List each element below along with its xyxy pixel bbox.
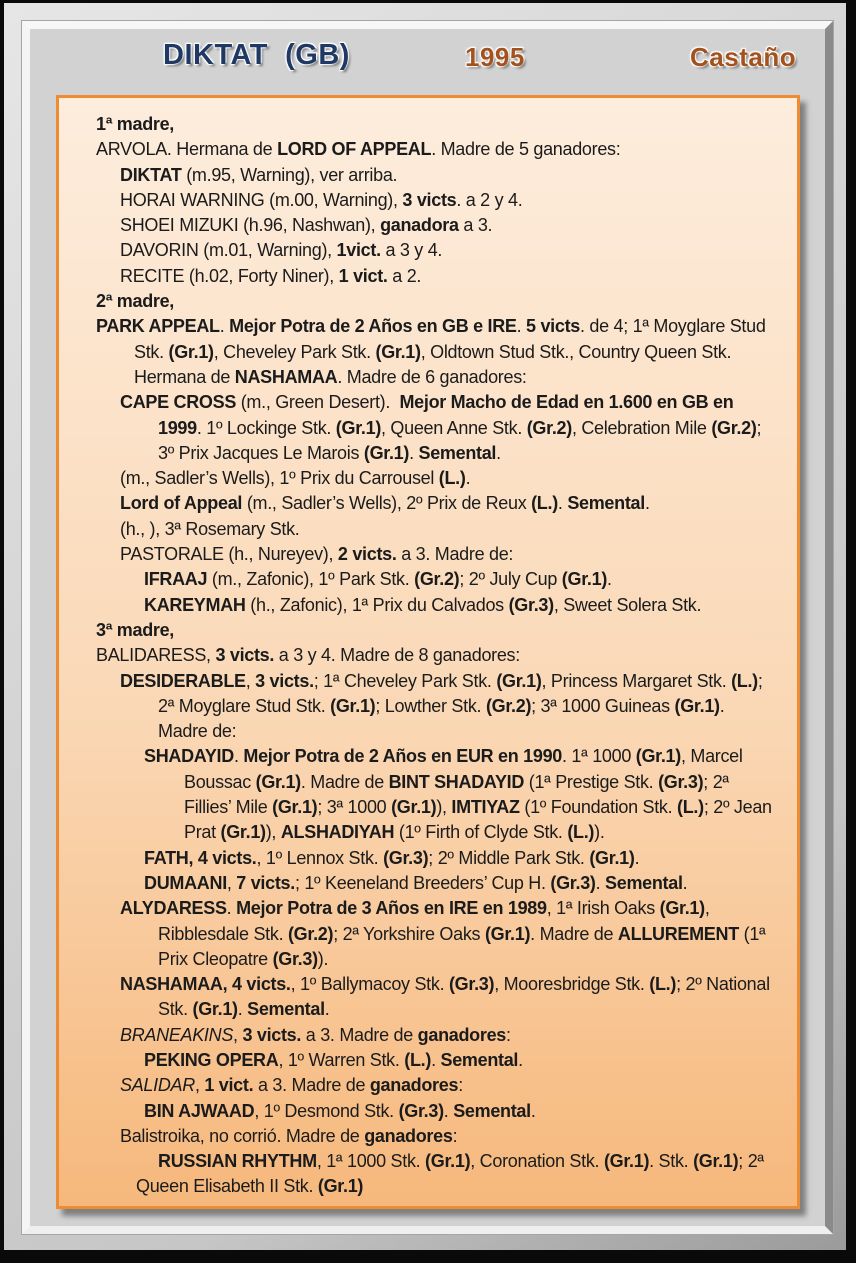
pedigree-run: SHADAYID xyxy=(144,746,234,767)
pedigree-run: ; 1ª Cheveley Park Stk. xyxy=(313,670,497,691)
pedigree-run: (Gr.1) xyxy=(168,341,214,362)
pedigree-line xyxy=(96,517,773,542)
pedigree-run: PARK APPEAL xyxy=(96,316,220,337)
pedigree-run: Semental xyxy=(605,872,683,893)
pedigree-line xyxy=(96,289,773,314)
pedigree-run: (Gr.1) xyxy=(391,797,437,818)
pedigree-run: , 1º Lennox Stk. xyxy=(256,847,384,868)
pedigree-run: ganadores xyxy=(369,1075,459,1096)
pedigree-run: ; 2º National Stk. xyxy=(158,974,770,1020)
pedigree-run: . 1ª 1000 xyxy=(562,746,636,767)
pedigree-run: , Ribblesdale Stk. xyxy=(158,898,710,944)
pedigree-run: 2 victs. xyxy=(337,544,397,565)
pedigree-run: Lord of Appeal xyxy=(120,493,243,514)
pedigree-run: Balistroika, no corrió. Madre de xyxy=(120,1125,365,1146)
pedigree-run: 5 victs xyxy=(526,316,580,337)
pedigree-run: ; 2º Middle Park Stk. xyxy=(428,847,590,868)
pedigree-run: CAPE CROSS xyxy=(120,392,237,413)
pedigree-line xyxy=(96,744,773,845)
pedigree-run: IFRAAJ xyxy=(144,569,208,590)
frame-bevel xyxy=(4,3,846,1250)
pedigree-line xyxy=(96,238,773,263)
pedigree-run: (Gr.1) xyxy=(603,1151,650,1172)
pedigree-line xyxy=(96,314,773,390)
pedigree-run: (Gr.1) xyxy=(220,822,266,843)
pedigree-panel xyxy=(56,95,800,1209)
pedigree-run: (Gr.1) xyxy=(375,341,421,362)
pedigree-run: , 1º Desmond Stk. xyxy=(254,1100,399,1121)
pedigree-run: (Gr.3) xyxy=(508,594,554,615)
pedigree-run: (Gr.1) xyxy=(363,442,410,463)
pedigree-run: ALYDARESS xyxy=(120,898,227,919)
pedigree-run: Semental xyxy=(440,1049,519,1070)
pedigree-line xyxy=(96,972,773,1023)
pedigree-run: IMTIYAZ xyxy=(451,797,520,818)
pedigree-run: (Gr.1) xyxy=(674,695,720,716)
pedigree-run: . xyxy=(634,847,640,868)
pedigree-run: ; 1º Keeneland Breeders’ Cup H. xyxy=(294,872,551,893)
pedigree-run: (m., Zafonic), 1º Park Stk. xyxy=(207,569,415,590)
pedigree-run: (Gr.3) xyxy=(448,974,495,995)
pedigree-line xyxy=(96,188,773,213)
pedigree-run: (m., Sadler’s Wells), 2º Prix de Reux xyxy=(242,493,532,514)
pedigree-run: (Gr.3) xyxy=(272,948,318,969)
pedigree-run: 3 victs. xyxy=(242,1024,302,1045)
pedigree-run: (Gr.2) xyxy=(711,417,757,438)
pedigree-run: (Gr.2) xyxy=(526,417,572,438)
pedigree-run: FATH, 4 victs. xyxy=(144,847,257,868)
pedigree-run: . xyxy=(237,999,248,1020)
pedigree-run: (h., Zafonic), 1ª Prix du Calvados xyxy=(245,594,509,615)
pedigree-line xyxy=(96,163,773,188)
pedigree-run: . xyxy=(443,1100,454,1121)
pedigree-run: NASHAMAA, 4 victs. xyxy=(120,974,291,995)
pedigree-run: (L.) xyxy=(531,493,558,514)
pedigree-run: . xyxy=(607,569,612,590)
pedigree-run: 3 victs. xyxy=(215,645,275,666)
pedigree-line xyxy=(96,896,773,972)
pedigree-run: . Madre de 6 ganadores: xyxy=(337,366,527,387)
pedigree-run: : xyxy=(452,1125,458,1146)
pedigree-run: Mejor Potra de 3 Años en IRE en 1989 xyxy=(236,898,547,919)
pedigree-run: ARVOLA. Hermana de xyxy=(96,139,278,160)
pedigree-run: ; 2º Jean Prat xyxy=(184,797,772,843)
pedigree-run: (1º Foundation Stk. xyxy=(519,797,678,818)
pedigree-run: 2ª madre, xyxy=(96,291,175,312)
pedigree-run: . a 2 y 4. xyxy=(456,189,523,210)
pedigree-run: LORD OF APPEAL xyxy=(277,139,432,160)
pedigree-run: PEKING OPERA xyxy=(144,1049,279,1070)
pedigree-run: ; 3ª 1000 Guineas xyxy=(531,695,675,716)
pedigree-run: , Oldtown Stud Stk., Country Queen Stk. Hermana de xyxy=(134,341,732,387)
pedigree-run: (Gr.1) xyxy=(335,417,382,438)
pedigree-line xyxy=(96,1048,773,1073)
pedigree-run: DUMAANI xyxy=(144,872,227,893)
pedigree-line xyxy=(96,1073,773,1098)
pedigree-run: ALSHADIYAH xyxy=(280,822,395,843)
pedigree-line xyxy=(96,1124,773,1149)
pedigree-run: SALIDAR xyxy=(120,1075,195,1096)
pedigree-run: DIKTAT xyxy=(120,164,182,185)
pedigree-run: . xyxy=(219,316,230,337)
pedigree-line xyxy=(96,669,773,745)
pedigree-line xyxy=(96,491,773,516)
horse-name: DIKTAT (GB) xyxy=(163,39,350,71)
pedigree-run: , xyxy=(245,670,256,691)
pedigree-text xyxy=(59,98,797,1200)
pedigree-run: RECITE (h.02, Forty Niner), xyxy=(120,265,339,286)
pedigree-run: ). xyxy=(594,822,605,843)
pedigree-run: 3ª madre, xyxy=(96,619,175,640)
pedigree-run: (Gr.3) xyxy=(398,1100,444,1121)
pedigree-line xyxy=(96,618,773,643)
pedigree-run: , Princess Margaret Stk. xyxy=(541,670,732,691)
pedigree-run: ; 2ª Yorkshire Oaks xyxy=(333,923,485,944)
pedigree-run: KAREYMAH xyxy=(144,594,246,615)
pedigree-run: ). xyxy=(317,948,329,969)
pedigree-run: BALIDARESS, xyxy=(96,645,216,666)
pedigree-run: . xyxy=(233,746,244,767)
pedigree-run: a 3 y 4. Madre de 8 ganadores: xyxy=(274,645,520,666)
pedigree-run: , 1ª 1000 Stk. xyxy=(316,1151,426,1172)
pedigree-run: 3 victs. xyxy=(255,670,314,691)
pedigree-run: Semental xyxy=(567,493,645,514)
pedigree-run: Semental xyxy=(453,1100,531,1121)
pedigree-run: (m.95, Warning), ver arriba. xyxy=(181,164,398,185)
pedigree-run: ; 2º July Cup xyxy=(459,569,562,590)
pedigree-line xyxy=(96,1149,773,1200)
pedigree-run: (Gr.1) xyxy=(272,797,318,818)
pedigree-run: Semental xyxy=(247,999,325,1020)
pedigree-run: . Stk. xyxy=(649,1151,694,1172)
pedigree-run: a 3. Madre de xyxy=(301,1024,418,1045)
pedigree-run: a 3. Madre de: xyxy=(396,544,514,565)
pedigree-line xyxy=(96,213,773,238)
pedigree-run: . xyxy=(530,1100,536,1121)
pedigree-run: ; 3º Prix Jacques Le Marois xyxy=(158,417,762,463)
pedigree-run: . de 4; 1ª Moyglare Stud Stk. xyxy=(134,316,766,362)
pedigree-run: ganadores xyxy=(417,1024,507,1045)
pedigree-run: Mejor Macho de Edad en 1.600 en GB en 1999 xyxy=(158,392,734,438)
pedigree-run: . xyxy=(409,442,419,463)
pedigree-run: , 1ª Irish Oaks xyxy=(546,898,660,919)
pedigree-line xyxy=(96,137,773,162)
pedigree-run: NASHAMAA xyxy=(234,366,338,387)
pedigree-run: ; Lowther Stk. xyxy=(375,695,486,716)
pedigree-line xyxy=(96,112,773,137)
pedigree-run: ganadores xyxy=(364,1125,453,1146)
pedigree-run: . xyxy=(644,493,650,514)
pedigree-run: (m., Sadler’s Wells), 1º Prix du Carrousel xyxy=(120,468,439,489)
pedigree-run: 7 victs. xyxy=(236,872,295,893)
pedigree-run: . xyxy=(682,872,688,893)
pedigree-run: ; 2ª Fillies’ Mile xyxy=(184,771,729,818)
pedigree-run: . xyxy=(557,493,568,514)
pedigree-run: (Gr.1) xyxy=(659,898,705,919)
pedigree-run: , Coronation Stk. xyxy=(470,1151,604,1172)
pedigree-run: PASTORALE (h., Nureyev), xyxy=(120,544,338,565)
pedigree-run: (1ª Prix Cleopatre xyxy=(158,923,766,969)
pedigree-run: (1º Firth of Clyde Stk. xyxy=(394,822,568,843)
pedigree-run: , Queen Anne Stk. xyxy=(381,417,527,438)
pedigree-run: . xyxy=(516,316,527,337)
pedigree-run: HORAI WARNING (m.00, Warning), xyxy=(120,189,403,210)
pedigree-run: (L.) xyxy=(677,797,704,818)
pedigree-run: Mejor Potra de 2 Años en GB e IRE xyxy=(229,316,517,337)
pedigree-run: 1vict. xyxy=(336,240,381,261)
pedigree-run: (m., Green Desert). xyxy=(236,392,400,413)
pedigree-run: 3 victs xyxy=(402,189,457,210)
pedigree-run: ), xyxy=(265,822,281,843)
pedigree-run: . Madre de 5 ganadores: xyxy=(431,139,621,160)
pedigree-run: (Gr.1) xyxy=(317,1176,364,1197)
pedigree-line xyxy=(96,264,773,289)
pedigree-run: (Gr.1) xyxy=(496,670,542,691)
pedigree-run: 1 vict. xyxy=(338,265,388,286)
pedigree-run: (L.) xyxy=(438,468,466,489)
pedigree-run: . 1º Lockinge Stk. xyxy=(196,417,336,438)
pedigree-run: ; 3ª 1000 xyxy=(317,797,392,818)
pedigree-line xyxy=(96,390,773,466)
pedigree-run: , Sweet Solera Stk. xyxy=(553,594,702,615)
pedigree-run: . xyxy=(595,872,606,893)
pedigree-run: (Gr.3) xyxy=(383,847,429,868)
pedigree-run: ), xyxy=(436,797,452,818)
pedigree-run: (Gr.2) xyxy=(414,569,460,590)
pedigree-run: BIN AJWAAD xyxy=(144,1100,255,1121)
pedigree-line xyxy=(96,871,773,896)
pedigree-run: DESIDERABLE xyxy=(120,670,246,691)
coat-color: Castaño xyxy=(690,42,797,72)
pedigree-run: , xyxy=(194,1075,205,1096)
pedigree-run: a 3. Madre de xyxy=(253,1075,370,1096)
pedigree-run: 1 vict. xyxy=(204,1075,254,1096)
pedigree-run: (L.) xyxy=(567,822,595,843)
pedigree-run: (1ª Prestige Stk. xyxy=(524,771,659,792)
pedigree-run: , 1º Warren Stk. xyxy=(278,1049,405,1070)
pedigree-run: , Mooresbridge Stk. xyxy=(494,974,650,995)
pedigree-run: a 3. xyxy=(458,215,493,236)
pedigree-run: ganadora xyxy=(380,215,459,236)
pedigree-line xyxy=(96,846,773,871)
birth-year: 1995 xyxy=(465,42,525,72)
pedigree-run: BINT SHADAYID xyxy=(388,771,525,792)
pedigree-line xyxy=(96,643,773,668)
pedigree-run: (Gr.2) xyxy=(485,695,532,716)
pedigree-run: (Gr.2) xyxy=(287,923,334,944)
pedigree-run: BRANEAKINS xyxy=(120,1024,234,1045)
pedigree-run: : xyxy=(458,1075,463,1096)
pedigree-run: , Cheveley Park Stk. xyxy=(213,341,376,362)
pedigree-run: (Gr.3) xyxy=(658,771,704,792)
pedigree-line xyxy=(96,1023,773,1048)
pedigree-run: , xyxy=(226,872,237,893)
pedigree-run: a 2. xyxy=(387,265,422,286)
pedigree-run: Semental xyxy=(418,442,497,463)
frame-mat xyxy=(22,21,833,1234)
pedigree-run: Mejor Potra de 2 Años en EUR en 1990 xyxy=(243,746,563,767)
pedigree-run: . Madre de: xyxy=(158,695,725,742)
pedigree-run: . xyxy=(226,898,237,919)
pedigree-run: . xyxy=(518,1049,523,1070)
pedigree-run: (Gr.1) xyxy=(425,1151,471,1172)
pedigree-run: . xyxy=(465,468,471,489)
pedigree-run: ALLUREMENT xyxy=(617,923,739,944)
pedigree-run: (Gr.1) xyxy=(635,746,681,767)
pedigree-run: (Gr.1) xyxy=(192,999,238,1020)
pedigree-run: (h., ), 3ª Rosemary Stk. xyxy=(120,518,300,539)
pedigree-run: RUSSIAN RHYTHM xyxy=(158,1151,317,1172)
pedigree-line xyxy=(96,542,773,567)
pedigree-run: (Gr.1) xyxy=(693,1151,739,1172)
pedigree-run: , Celebration Mile xyxy=(571,417,712,438)
pedigree-line xyxy=(96,567,773,592)
pedigree-run: SHOEI MIZUKI (h.96, Nashwan), xyxy=(120,215,381,236)
pedigree-run: (Gr.1) xyxy=(589,847,635,868)
pedigree-run: (L.) xyxy=(404,1049,432,1070)
pedigree-run: , Marcel Boussac xyxy=(184,746,743,792)
pedigree-run: a 3 y 4. xyxy=(380,240,443,261)
pedigree-run: . Madre de xyxy=(300,771,389,792)
pedigree-run: (Gr.3) xyxy=(550,872,596,893)
pedigree-run: . xyxy=(431,1049,441,1070)
pedigree-run: ; 2ª Moyglare Stud Stk. xyxy=(158,670,763,716)
pedigree-run: , xyxy=(233,1024,243,1045)
pedigree-run: 1ª madre, xyxy=(96,114,175,134)
pedigree-line xyxy=(96,466,773,491)
pedigree-run: (Gr.1) xyxy=(255,771,301,792)
pedigree-run: (Gr.1) xyxy=(484,923,531,944)
pedigree-run: (Gr.1) xyxy=(561,569,608,590)
pedigree-run: . Madre de xyxy=(530,923,618,944)
pedigree-run: : xyxy=(506,1024,511,1045)
pedigree-run: (L.) xyxy=(649,974,677,995)
pedigree-run: . xyxy=(324,999,330,1020)
pedigree-run: (Gr.1) xyxy=(330,695,376,716)
pedigree-run: (L.) xyxy=(731,670,758,691)
pedigree-run: , 1º Ballymacoy Stk. xyxy=(290,974,449,995)
pedigree-run: . xyxy=(496,442,501,463)
pedigree-line xyxy=(96,1099,773,1124)
pedigree-line xyxy=(96,593,773,618)
pedigree-run: ; 2ª Queen Elisabeth II Stk. xyxy=(136,1151,764,1197)
pedigree-run: DAVORIN (m.01, Warning), xyxy=(120,240,337,261)
